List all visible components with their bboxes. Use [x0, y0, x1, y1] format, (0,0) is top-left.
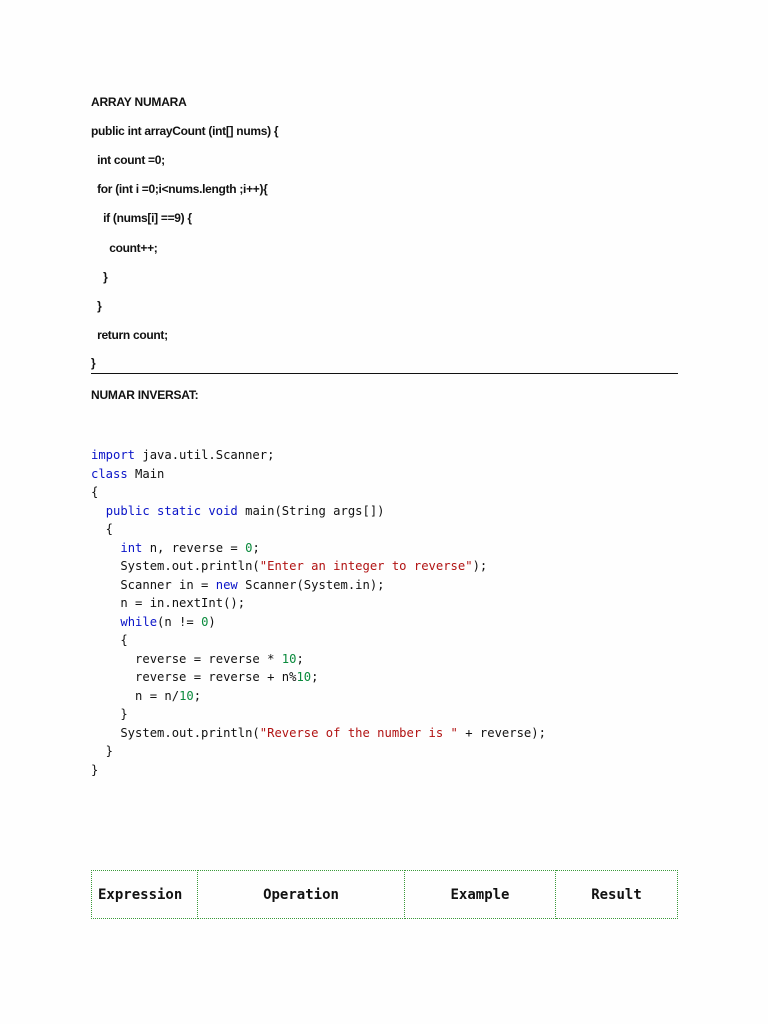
code-line: import java.util.Scanner;	[91, 448, 275, 462]
section-title-numar-inversat: NUMAR INVERSAT:	[91, 388, 199, 402]
code-line: {	[91, 522, 114, 536]
code-line: }	[91, 707, 128, 721]
code-line: {	[91, 485, 99, 499]
horizontal-rule	[91, 373, 678, 374]
code-line: public static void main(String args[])	[105, 503, 385, 518]
code-line: n = n/10;	[91, 688, 202, 703]
code-line: for (int i =0;i<nums.length ;i++){	[91, 182, 268, 196]
code-line: while(n != 0)	[120, 614, 216, 629]
code-line: reverse = reverse * 10;	[91, 651, 304, 666]
operators-table	[91, 870, 678, 919]
code-line: n = in.nextInt();	[91, 596, 246, 610]
code-line: }	[91, 270, 108, 284]
code-line: count++;	[91, 241, 158, 255]
code-line: System.out.println("Enter an integer to reverse");	[91, 559, 488, 573]
code-line: Scanner in = new Scanner(System.in);	[91, 577, 385, 592]
code-line: int count =0;	[91, 153, 165, 167]
table-header-row	[92, 871, 678, 919]
code-line: return count;	[91, 328, 168, 342]
code-line: System.out.println("Reverse of the number is " + reverse);	[91, 725, 546, 740]
header-expression: Expression	[92, 871, 198, 919]
code-line: class Main	[91, 466, 165, 481]
code-line: }	[91, 299, 102, 313]
code-line: }	[91, 744, 114, 758]
section-title-array-numara: ARRAY NUMARA	[91, 95, 187, 109]
header-operation: Operation	[198, 871, 405, 919]
header-result: Result	[556, 871, 678, 919]
code-line: }	[91, 762, 99, 777]
code-line: public int arrayCount (int[] nums) {	[91, 124, 279, 138]
code-line: {	[91, 633, 128, 647]
code-line: if (nums[i] ==9) {	[91, 211, 192, 225]
code-line: }	[91, 356, 96, 370]
header-example: Example	[405, 871, 556, 919]
java-code-block	[91, 446, 546, 779]
code-line: int n, reverse = 0;	[120, 540, 260, 555]
code-line: reverse = reverse + n%10;	[91, 670, 319, 684]
